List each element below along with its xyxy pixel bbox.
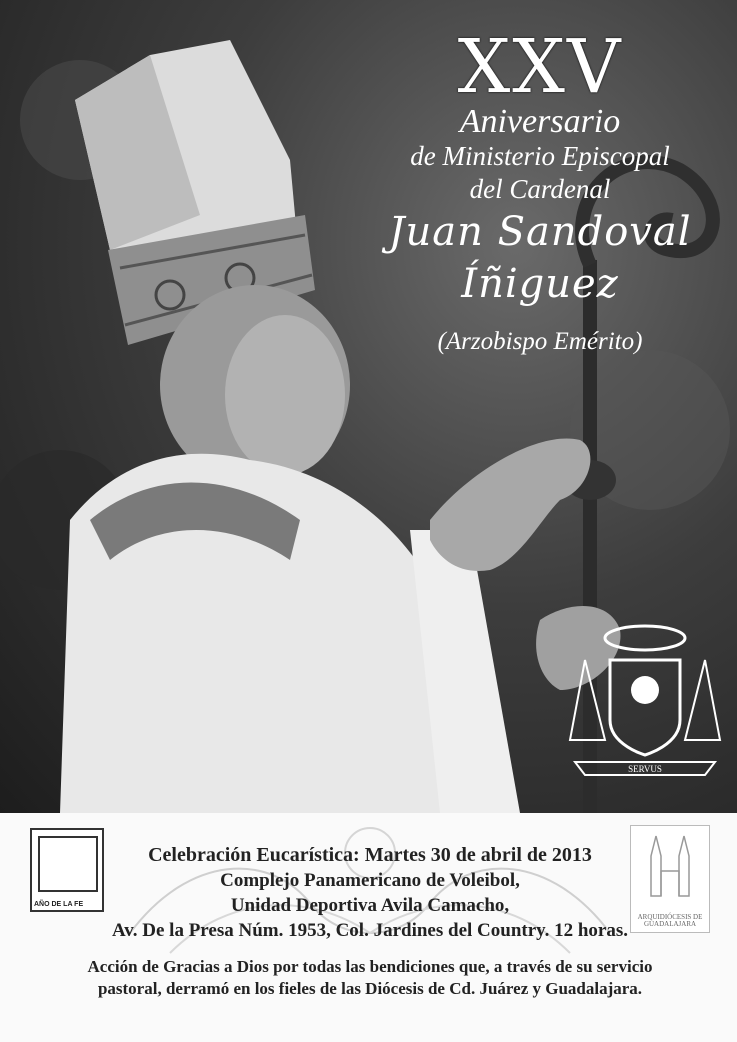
event-venue: Complejo Panamericano de Voleibol, xyxy=(220,870,520,891)
cardinal-label: del Cardenal xyxy=(469,174,611,205)
anniversary-label: Aniversario xyxy=(459,103,621,140)
cardinal-name: Juan Sandoval Íñiguez xyxy=(388,208,692,307)
title-block xyxy=(360,24,720,356)
event-info xyxy=(60,843,680,1000)
anniversary-number: XXV xyxy=(457,24,623,110)
event-unit: Unidad Deportiva Avila Camacho, xyxy=(230,895,510,916)
event-details-section xyxy=(0,813,737,1042)
thanks-line-1: Acción de Gracias a Dios por todas las bendiciones que, a través de su servicio xyxy=(87,957,653,976)
cardinal-subtitle: (Arzobispo Emérito) xyxy=(437,327,643,355)
event-date: Celebración Eucarística: Martes 30 de abril de 2013 xyxy=(148,844,592,866)
archdiocese-text: ARQUIDIÓCESIS DE GUADALAJARA xyxy=(637,912,703,929)
thanks-line-2: pastoral, derramó en los fieles de las Diócesis de Cd. Juárez y Guadalajara. xyxy=(97,979,643,998)
coat-of-arms-icon xyxy=(565,620,725,780)
year-of-faith-text: AÑO DE LA FE xyxy=(34,901,84,908)
ministry-label: de Ministerio Episcopal xyxy=(410,140,670,171)
coat-of-arms-motto: SERVUS xyxy=(628,764,662,774)
event-address: Av. De la Presa Núm. 1953, Col. Jardines del Country. 12 horas. xyxy=(112,920,628,941)
